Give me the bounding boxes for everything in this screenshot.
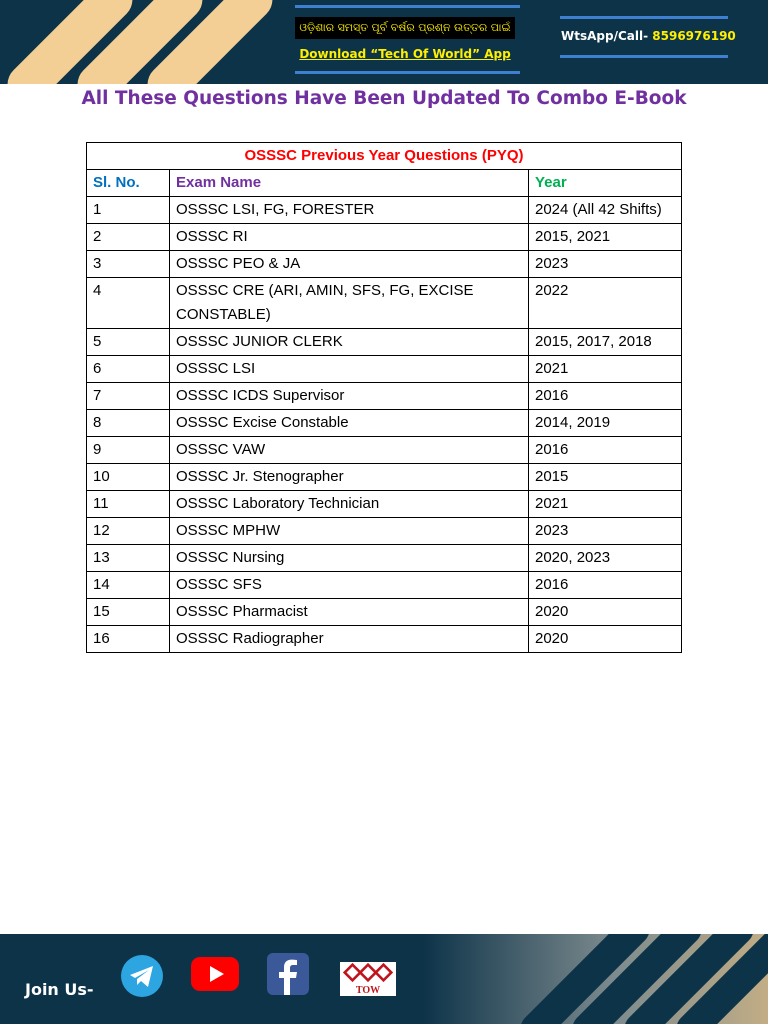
download-app-link[interactable]: Download “Tech Of World” App	[299, 47, 511, 61]
cell-sl-no: 1	[87, 197, 170, 224]
facebook-icon[interactable]	[266, 952, 310, 996]
cell-year: 2021	[529, 491, 682, 518]
table-row	[87, 491, 682, 518]
tow-logo-text: TOW	[355, 985, 381, 996]
cell-exam-name: OSSSC RI	[170, 224, 529, 251]
table-row	[87, 518, 682, 545]
header-divider	[560, 55, 728, 58]
cell-sl-no: 16	[87, 626, 170, 653]
cell-sl-no: 6	[87, 356, 170, 383]
table-row	[87, 251, 682, 278]
contact-info	[561, 29, 736, 43]
cell-exam-name: OSSSC PEO & JA	[170, 251, 529, 278]
cell-sl-no: 10	[87, 464, 170, 491]
table-row	[87, 599, 682, 626]
cell-exam-name: OSSSC Jr. Stenographer	[170, 464, 529, 491]
cell-sl-no: 7	[87, 383, 170, 410]
youtube-icon[interactable]	[190, 956, 240, 992]
cell-year: 2023	[529, 518, 682, 545]
table-header-row	[87, 170, 682, 197]
cell-year: 2015, 2017, 2018	[529, 329, 682, 356]
cell-sl-no: 9	[87, 437, 170, 464]
table-row	[87, 572, 682, 599]
cell-year: 2016	[529, 572, 682, 599]
contact-label: WtsApp/Call-	[561, 29, 653, 43]
cell-year: 2023	[529, 251, 682, 278]
table-caption: OSSSC Previous Year Questions (PYQ)	[87, 143, 682, 170]
cell-exam-name: OSSSC Pharmacist	[170, 599, 529, 626]
cell-exam-name: OSSSC VAW	[170, 437, 529, 464]
cell-sl-no: 14	[87, 572, 170, 599]
join-us-label: Join Us-	[25, 980, 94, 999]
cell-year: 2020	[529, 599, 682, 626]
table-row	[87, 545, 682, 572]
cell-sl-no: 4	[87, 278, 170, 329]
cell-exam-name: OSSSC JUNIOR CLERK	[170, 329, 529, 356]
combo-ebook-banner: All These Questions Have Been Updated To Combo E-Book	[81, 88, 687, 109]
cell-sl-no: 8	[87, 410, 170, 437]
table-row	[87, 356, 682, 383]
cell-exam-name: OSSSC SFS	[170, 572, 529, 599]
cell-sl-no: 11	[87, 491, 170, 518]
cell-exam-name: OSSSC Radiographer	[170, 626, 529, 653]
table-row	[87, 224, 682, 251]
table-row	[87, 626, 682, 653]
table-row	[87, 437, 682, 464]
odia-tagline: ଓଡ଼ିଶାର ସମସ୍ତ ପୂର୍ବ ବର୍ଷର ପ୍ରଶ୍ନ ଉତ୍ତର ପାଇଁ	[295, 17, 515, 39]
cell-exam-name: OSSSC LSI, FG, FORESTER	[170, 197, 529, 224]
footer-bar	[0, 934, 768, 1024]
cell-exam-name: OSSSC Nursing	[170, 545, 529, 572]
cell-sl-no: 2	[87, 224, 170, 251]
table-row	[87, 197, 682, 224]
header-divider	[295, 71, 520, 74]
cell-year: 2020, 2023	[529, 545, 682, 572]
cell-sl-no: 3	[87, 251, 170, 278]
table-caption-row	[87, 143, 682, 170]
pyq-table	[86, 142, 682, 653]
table-row	[87, 383, 682, 410]
cell-sl-no: 5	[87, 329, 170, 356]
cell-year: 2015, 2021	[529, 224, 682, 251]
cell-year: 2014, 2019	[529, 410, 682, 437]
cell-exam-name: OSSSC MPHW	[170, 518, 529, 545]
cell-exam-name: OSSSC Excise Constable	[170, 410, 529, 437]
cell-year: 2022	[529, 278, 682, 329]
tow-logo[interactable]	[340, 962, 396, 996]
column-header-year: Year	[529, 170, 682, 197]
cell-year: 2024 (All 42 Shifts)	[529, 197, 682, 224]
column-header-sl-no: Sl. No.	[87, 170, 170, 197]
header-divider	[295, 5, 520, 8]
table-row	[87, 410, 682, 437]
cell-sl-no: 12	[87, 518, 170, 545]
cell-exam-name: OSSSC CRE (ARI, AMIN, SFS, FG, EXCISE CONSTABLE)	[170, 278, 529, 329]
cell-year: 2020	[529, 626, 682, 653]
header-divider	[560, 16, 728, 19]
cell-year: 2015	[529, 464, 682, 491]
cell-exam-name: OSSSC Laboratory Technician	[170, 491, 529, 518]
table-row	[87, 464, 682, 491]
table-row	[87, 278, 682, 329]
cell-exam-name: OSSSC LSI	[170, 356, 529, 383]
column-header-exam-name: Exam Name	[170, 170, 529, 197]
cell-sl-no: 15	[87, 599, 170, 626]
cell-exam-name: OSSSC ICDS Supervisor	[170, 383, 529, 410]
cell-year: 2021	[529, 356, 682, 383]
cell-year: 2016	[529, 437, 682, 464]
cell-year: 2016	[529, 383, 682, 410]
contact-number[interactable]: 8596976190	[652, 29, 736, 43]
telegram-icon[interactable]	[120, 954, 164, 998]
table-row	[87, 329, 682, 356]
cell-sl-no: 13	[87, 545, 170, 572]
header-bar	[0, 0, 768, 84]
